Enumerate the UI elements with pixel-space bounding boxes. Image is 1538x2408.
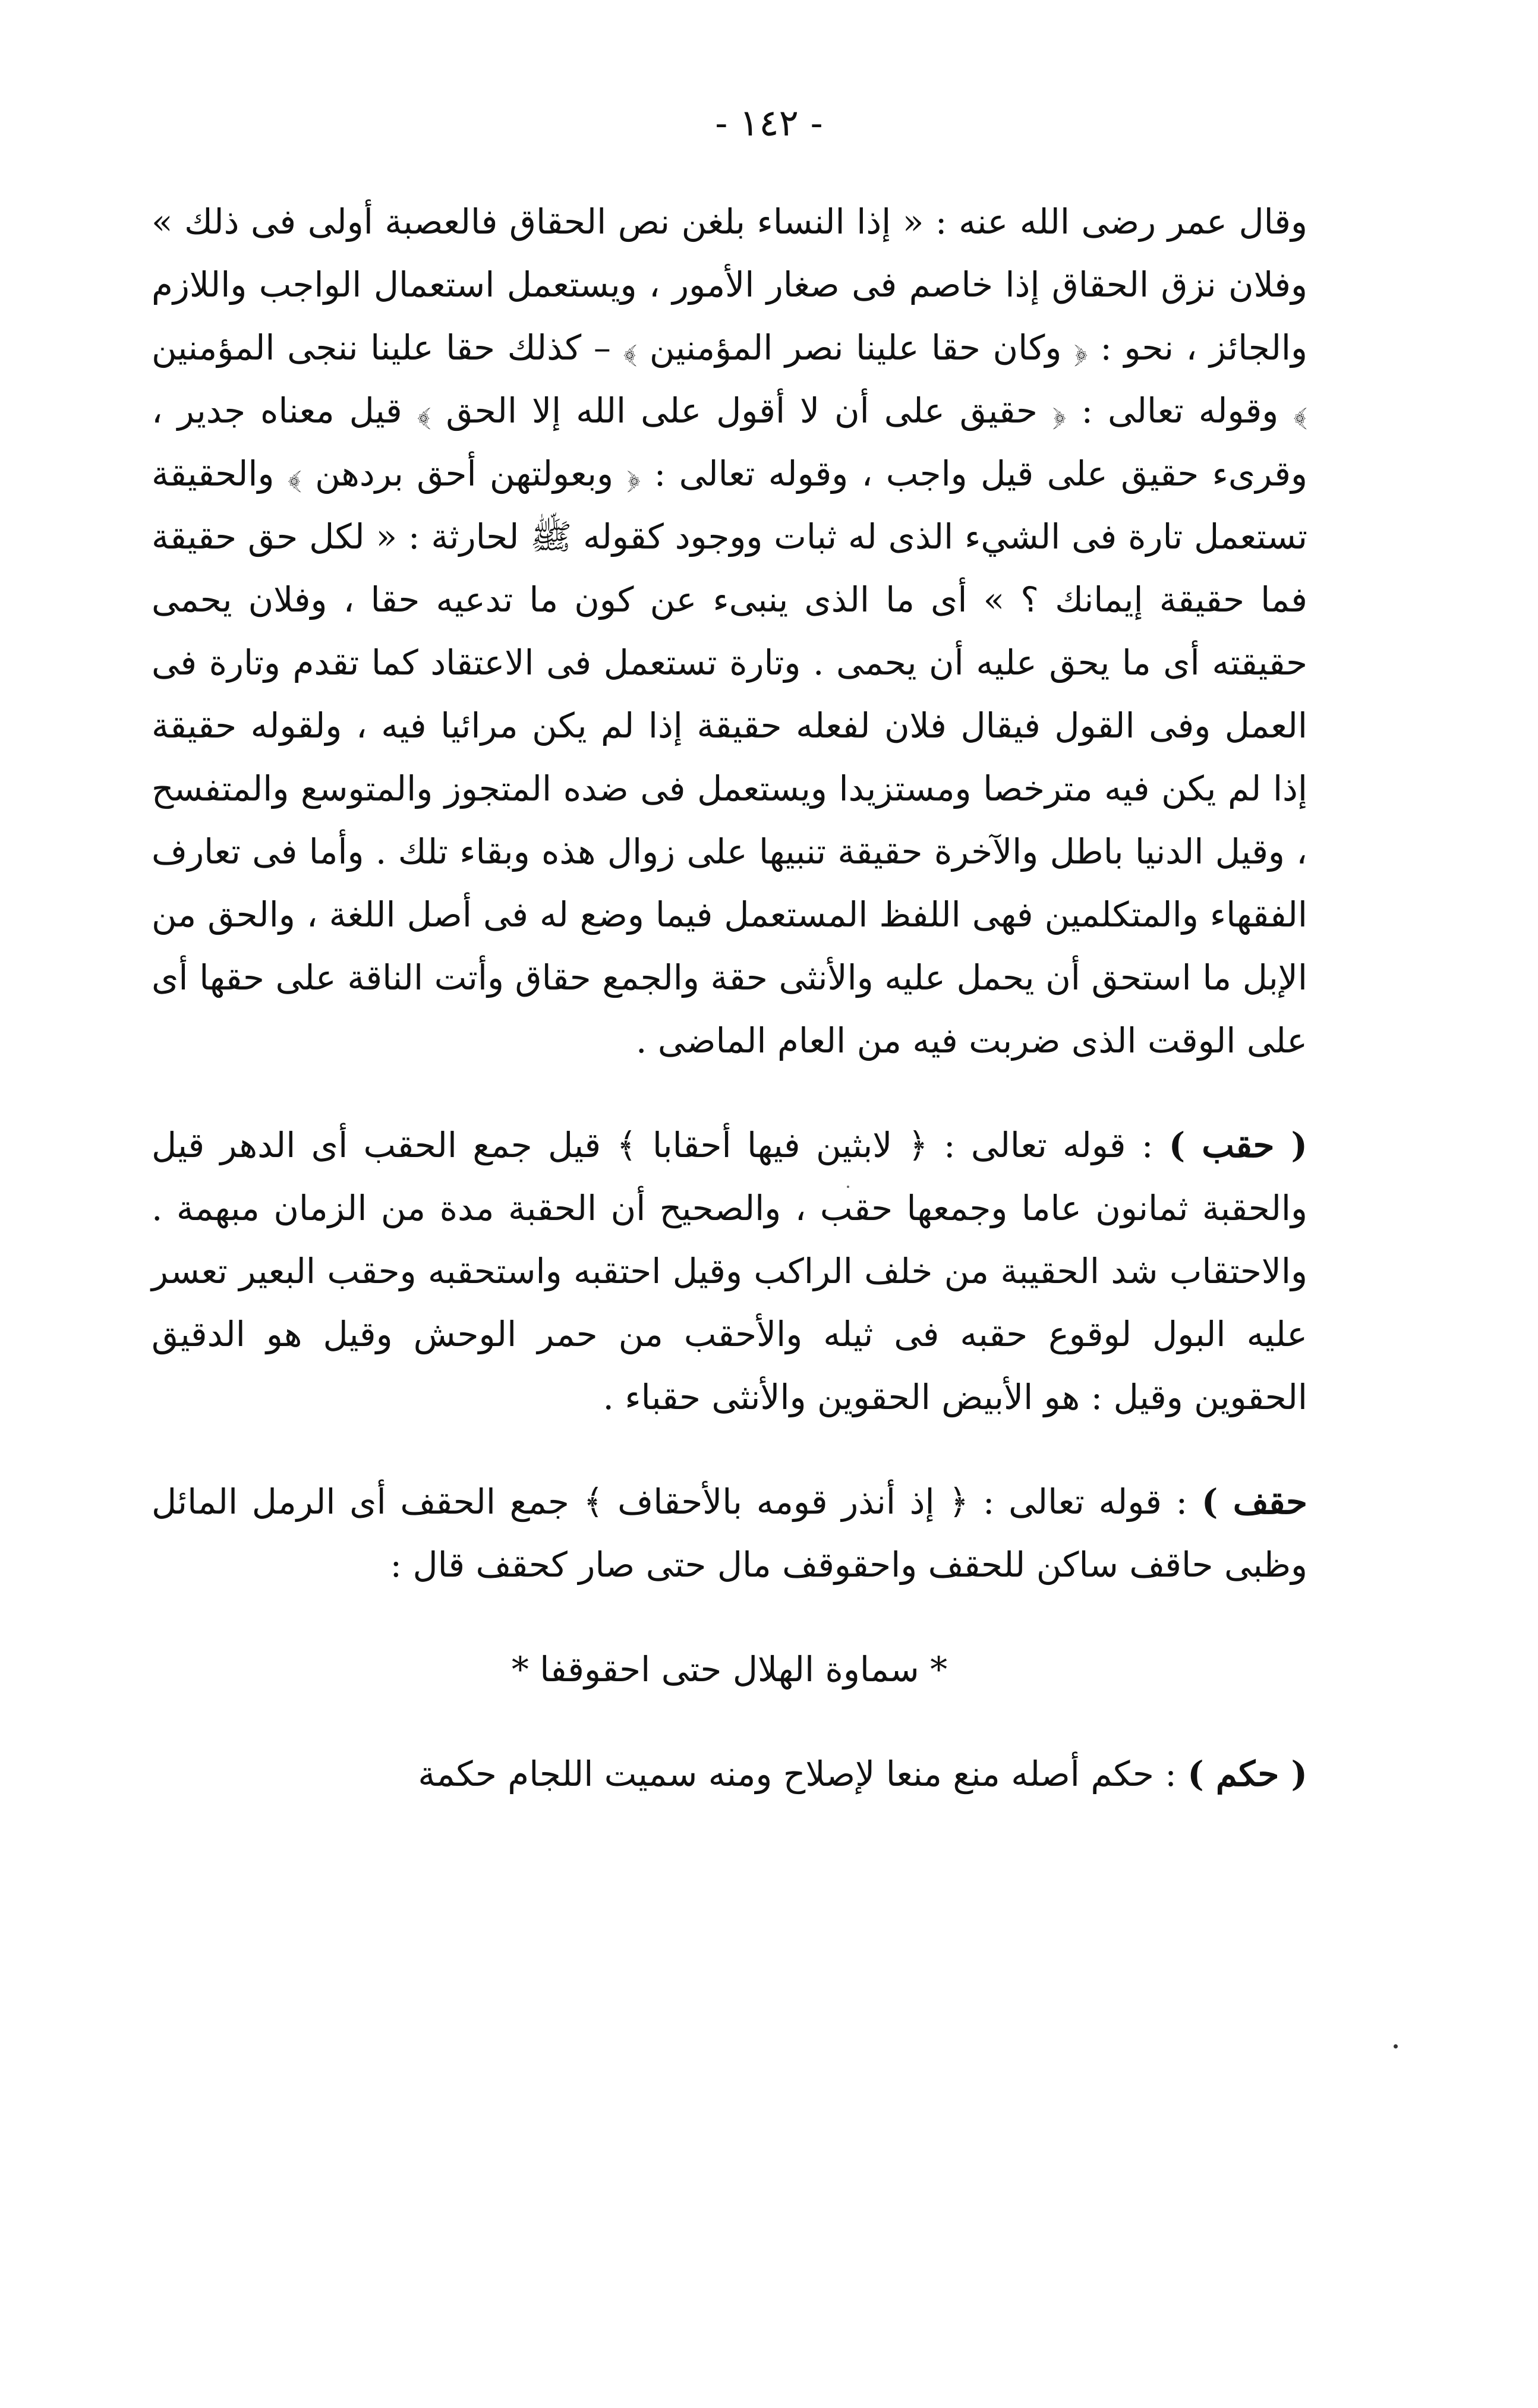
ink-speck [847, 1186, 849, 1188]
paragraph-text: : حكم أصله منع منعا لإصلاح ومنه سميت اللجام حكمة [418, 1754, 1188, 1794]
paragraph-haqaf [152, 1470, 1307, 1596]
paragraph-text: : قوله تعالى : ﴿ إذ أنذر قومه بالأحقاف ﴾ جمع الحقف أى الرمل المائل وظبى حاقف ساكن للحقف واحقوقف مال حتى صار كحقف قال : [152, 1482, 1307, 1585]
entry-heading: ( حكم ) [1187, 1754, 1307, 1794]
paragraph-text: : قوله تعالى : ﴿ لابثين فيها أحقابا ﴾ قيل جمع الحقب أى الدهر قيل والحقبة ثمانون عاما وجمعها حقب ، والصحيح أن الحقبة مدة من الزمان مبهمة . والاحتقاب شد الحقيبة من خلف الراكب وقيل احتقبه واستحقبه وحقب البعير تعسر عليه البول لوقوع حقبه فى ثيله والأحقب من حمر الوحش وقيل هو الدقيق الحقوين وقيل : هو الأبيض الحقوين والأنثى حقباء . [152, 1125, 1307, 1417]
paragraph-text: وقال عمر رضى الله عنه : « إذا النساء بلغن نص الحقاق فالعصبة أولى فى ذلك » وفلان نزق الحقاق إذا خاصم فى صغار الأمور ، ويستعمل استعمال الواجب واللازم والجائز ، نحو : ﴿ وكان حقا علينا نصر المؤمنين ﴾ – كذلك حقا علينا ننجى المؤمنين ﴾ وقوله تعالى : ﴿ حقيق على أن لا أقول على الله إلا الحق ﴾ قيل معناه جدير ، وقرىء حقيق على قيل واجب ، وقوله تعالى : ﴿ وبعولتهن أحق بردهن ﴾ والحقيقة تستعمل تارة فى الشيء الذى له ثبات ووجود كقوله ﷺ لحارثة : « لكل حق حقيقة فما حقيقة إيمانك ؟ » أى ما الذى ينبىء عن كون ما تدعيه حقا ، وفلان يحمى حقيقته أى ما يحق عليه أن يحمى . وتارة تستعمل فى الاعتقاد كما تقدم وتارة فى العمل وفى القول فيقال فلان لفعله حقيقة إذا لم يكن مرائيا فيه ، ولقوله حقيقة إذا لم يكن فيه مترخصا ومستزيدا ويستعمل فى ضده المتجوز والمتوسع والمتفسح ، وقيل الدنيا باطل والآخرة حقيقة تنبيها على زوال هذه وبقاء تلك . وأما فى تعارف الفقهاء والمتكلمين فهى اللفظ المستعمل فيما وضع له فى أصل اللغة ، والحق من الإبل ما استحق أن يحمل عليه والأنثى حقة والجمع حقاق وأتت الناقة على حقها أى على الوقت الذى ضربت فيه من العام الماضى . [152, 201, 1307, 1061]
text-column [152, 190, 1307, 1805]
entry-heading: حقف ) [1201, 1482, 1307, 1522]
paragraph-haqab [152, 1114, 1307, 1429]
paragraph-haqq [152, 190, 1307, 1072]
paragraph-hakam [152, 1742, 1307, 1805]
ink-dot [1394, 2044, 1398, 2048]
verse-line: * سماوة الهلال حتى احقوقفا * [511, 1649, 948, 1690]
page-number: - ١٤٢ - [715, 101, 823, 144]
entry-heading: ( حقب ) [1168, 1125, 1308, 1165]
